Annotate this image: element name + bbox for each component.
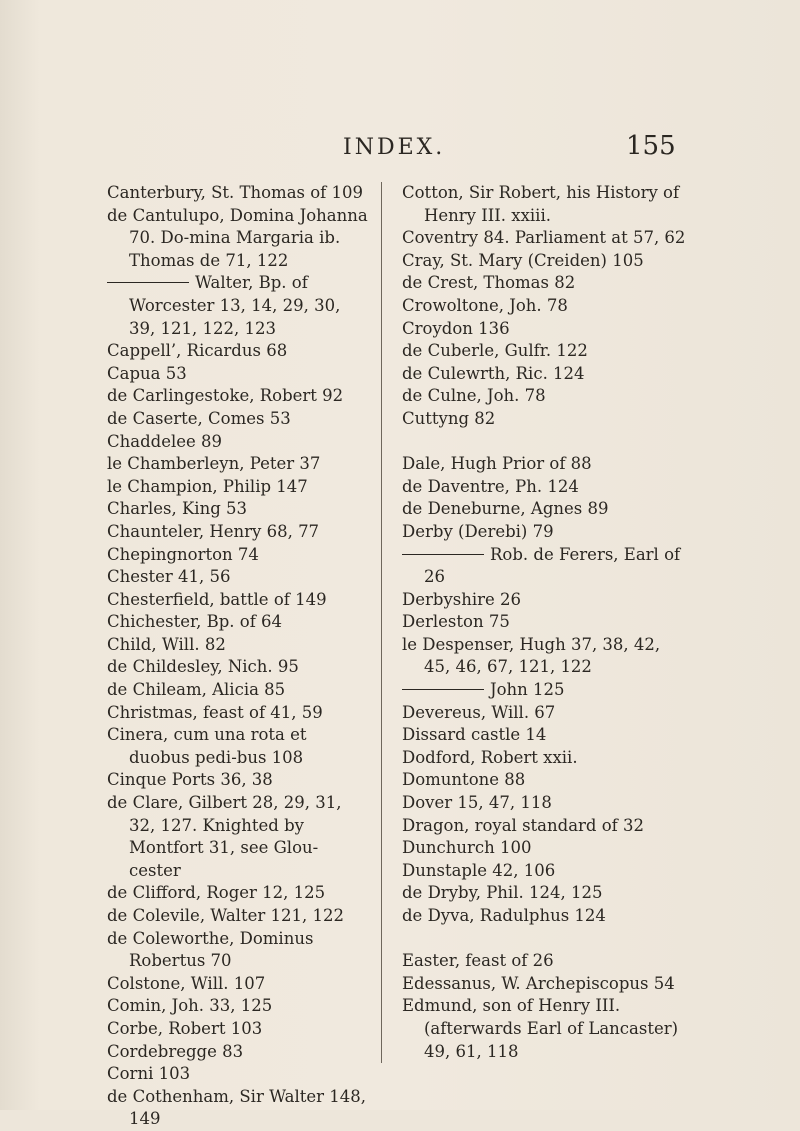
index-entry: de Cantulupo, Domina Johanna 70. Do-mina Margaria ib. Thomas de 71, 122 xyxy=(107,205,368,270)
index-entry: Capua 53 xyxy=(107,363,187,383)
index-entry: Dunstaple 42, 106 xyxy=(402,860,556,880)
index-entry: Cinque Ports 36, 38 xyxy=(107,770,273,790)
index-entry: de Cothenham, Sir Walter 148, 149 xyxy=(107,1086,366,1129)
index-entry: Cuttyng 82 xyxy=(402,408,496,428)
index-entry: de Culewrth, Ric. 124 xyxy=(402,363,585,383)
index-entry: Domuntone 88 xyxy=(402,770,526,790)
index-entry: Croydon 136 xyxy=(402,318,510,338)
index-entry: Chesterfield, battle of 149 xyxy=(107,589,327,609)
index-entry: de Dryby, Phil. 124, 125 xyxy=(402,883,603,903)
index-entry: Edmund, son of Henry III. (afterwards Earl of Lancaster) 49, 61, 118 xyxy=(402,996,679,1061)
index-entry: Chester 41, 56 xyxy=(107,567,231,587)
index-entry: de Crest, Thomas 82 xyxy=(402,273,576,293)
index-entry: de Colevile, Walter 121, 122 xyxy=(107,906,344,925)
index-entry: Chaddelee 89 xyxy=(107,431,223,451)
index-entry-text: Rob. de Ferers, Earl of 26 xyxy=(424,544,681,587)
index-entry: de Caserte, Comes 53 xyxy=(107,408,291,428)
index-entry: Edessanus, W. Archepiscopus 54 xyxy=(402,973,675,993)
index-entry: Easter, feast of 26 xyxy=(402,951,554,971)
index-entry: Dover 15, 47, 118 xyxy=(402,793,552,813)
index-entry: Dragon, royal standard of 32 xyxy=(402,815,645,835)
index-entry: Dissard castle 14 xyxy=(402,725,547,745)
section-gap xyxy=(402,431,691,454)
index-entry: Derleston 75 xyxy=(402,612,510,632)
index-entry xyxy=(107,272,369,340)
index-entry: Child, Will. 82 xyxy=(107,634,226,654)
index-entry: de Coleworthe, Dominus Robertus 70 xyxy=(107,928,314,971)
index-entry: Cinera, cum una rota et duobus pedi-bus 108 xyxy=(107,725,307,767)
index-entry: Cordebregge 83 xyxy=(107,1041,244,1061)
index-entry: Derby (Derebi) 79 xyxy=(402,521,554,541)
index-entry: le Champion, Philip 147 xyxy=(107,476,308,496)
index-entry: de Clare, Gilbert 28, 29, 31, 32, 127. Knighted by Montfort 31, see Glou-cester xyxy=(107,793,342,880)
index-entry: Charles, King 53 xyxy=(107,499,248,519)
index-entry: de Daventre, Ph. 124 xyxy=(402,476,579,496)
section-gap xyxy=(402,928,691,951)
index-entry: Dodford, Robert xxii. xyxy=(402,747,578,767)
index-entry: Crowoltone, Joh. 78 xyxy=(402,295,568,315)
index-entry: Corbe, Robert 103 xyxy=(107,1018,263,1038)
right-index-column xyxy=(401,182,691,1063)
index-entry: Cray, St. Mary (Creiden) 105 xyxy=(402,250,644,270)
ditto-rule xyxy=(402,689,484,690)
index-entry: de Culne, Joh. 78 xyxy=(402,386,546,406)
index-entry: Cotton, Sir Robert, his History of Henry III. xxiii. xyxy=(402,183,680,225)
index-entry: Cappell’, Ricardus 68 xyxy=(107,341,288,361)
right-column-entries xyxy=(381,182,691,1063)
index-entry: de Childesley, Nich. 95 xyxy=(107,657,299,677)
index-entry: Derbyshire 26 xyxy=(402,589,522,609)
ditto-rule xyxy=(402,554,484,555)
index-entry: Chaunteler, Henry 68, 77 xyxy=(107,521,320,541)
index-entry xyxy=(402,679,691,702)
index-entry: Chepingnorton 74 xyxy=(107,544,259,564)
index-entry: Coventry 84. Parliament at 57, 62 xyxy=(402,228,686,248)
page-title: INDEX. xyxy=(343,135,446,160)
index-entry-text: Walter, Bp. of Worcester 13, 14, 29, 30, 39, 121, 122, 123 xyxy=(129,273,341,338)
index-entry: de Chileam, Alicia 85 xyxy=(107,680,286,700)
index-entry: Comin, Joh. 33, 125 xyxy=(107,996,273,1016)
left-index-column xyxy=(107,182,369,1131)
index-entry: le Chamberleyn, Peter 37 xyxy=(107,454,321,474)
index-entry-text: John 125 xyxy=(490,680,565,700)
index-entry: de Deneburne, Agnes 89 xyxy=(402,499,609,519)
index-entry: Canterbury, St. Thomas of 109 xyxy=(107,183,364,202)
index-entry: de Clifford, Roger 12, 125 xyxy=(107,883,326,903)
index-entry: de Cuberle, Gulfr. 122 xyxy=(402,341,588,361)
page-number: 155 xyxy=(626,131,676,161)
index-entry: Corni 103 xyxy=(107,1064,191,1084)
index-entry xyxy=(402,544,691,589)
ditto-rule xyxy=(107,282,189,283)
index-entry: Dunchurch 100 xyxy=(402,838,532,858)
index-entry: Christmas, feast of 41, 59 xyxy=(107,702,323,722)
index-entry: le Despenser, Hugh 37, 38, 42, 45, 46, 67, 121, 122 xyxy=(402,634,661,677)
index-entry: Devereus, Will. 67 xyxy=(402,702,556,722)
index-entry: Dale, Hugh Prior of 88 xyxy=(402,454,592,474)
index-entry: de Carlingestoke, Robert 92 xyxy=(107,386,344,406)
index-entry: Chichester, Bp. of 64 xyxy=(107,612,283,632)
index-entry: de Dyva, Radulphus 124 xyxy=(402,906,606,925)
index-entry: Colstone, Will. 107 xyxy=(107,973,266,993)
page-header xyxy=(0,131,800,169)
